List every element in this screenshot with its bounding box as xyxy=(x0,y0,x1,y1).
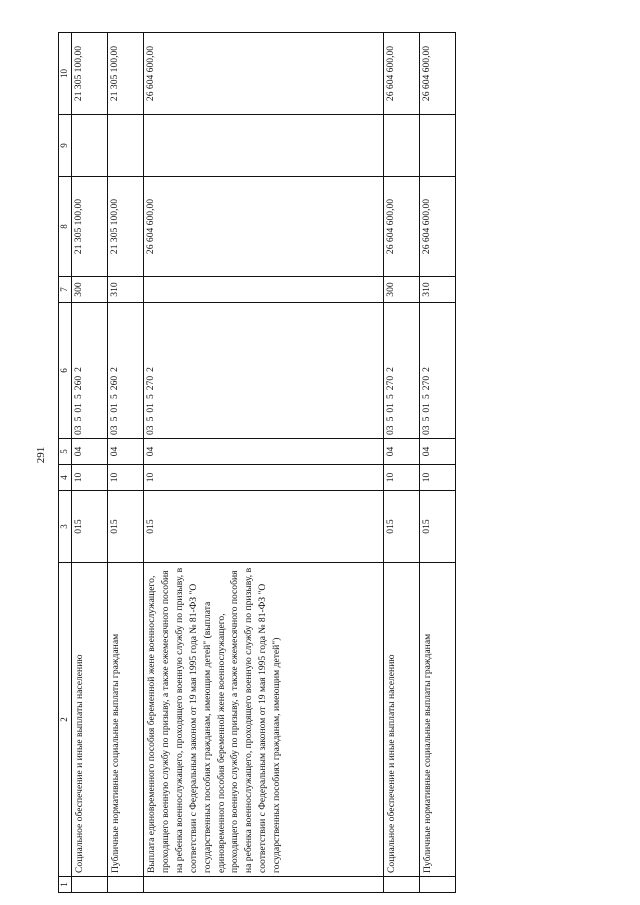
row-description: Социальное обеспечение и иные выплаты населению xyxy=(72,563,108,877)
col-header-9: 9 xyxy=(59,115,72,177)
cell-expense-type: 300 xyxy=(384,277,420,303)
cell-amount-col9 xyxy=(384,115,420,177)
cell-section: 10 xyxy=(384,465,420,491)
code-part: 03 xyxy=(145,425,156,435)
col-header-4: 4 xyxy=(59,465,72,491)
cell-amount-col8: 21 305 100,00 xyxy=(72,177,108,277)
code-part: 5 xyxy=(421,416,432,422)
code-part: 5 xyxy=(73,394,84,400)
code-part: 5 xyxy=(109,416,120,422)
col-header-6: 6 xyxy=(59,303,72,439)
cell-empty xyxy=(108,877,144,893)
cell-amount-col9 xyxy=(144,115,384,177)
cell-empty xyxy=(144,877,384,893)
col-header-1: 1 xyxy=(59,877,72,893)
code-part: 01 xyxy=(145,403,156,413)
col-header-7: 7 xyxy=(59,277,72,303)
cell-amount-col8: 26 604 600,00 xyxy=(420,177,456,277)
cell-amount-col10: 26 604 600,00 xyxy=(144,33,384,115)
code-part: 2 xyxy=(145,367,156,372)
row-description: Социальное обеспечение и иные выплаты населению xyxy=(384,563,420,877)
code-part: 270 xyxy=(145,375,156,391)
code-part: 2 xyxy=(109,367,120,372)
col-header-8: 8 xyxy=(59,177,72,277)
cell-section: 10 xyxy=(72,465,108,491)
code-part: 03 xyxy=(385,425,396,435)
cell-subsection: 04 xyxy=(384,439,420,465)
cell-subsection: 04 xyxy=(108,439,144,465)
table-rotation-frame xyxy=(58,33,460,893)
cell-amount-col9 xyxy=(420,115,456,177)
cell-empty xyxy=(384,877,420,893)
code-part: 03 xyxy=(109,425,120,435)
cell-section: 10 xyxy=(108,465,144,491)
code-part: 5 xyxy=(145,394,156,400)
cell-subsection: 04 xyxy=(72,439,108,465)
cell-empty xyxy=(72,877,108,893)
cell-expense-type: 300 xyxy=(72,277,108,303)
cell-amount-col8: 26 604 600,00 xyxy=(144,177,384,277)
code-part: 01 xyxy=(385,403,396,413)
cell-ministry-code: 015 xyxy=(108,491,144,563)
cell-target-article xyxy=(108,303,144,439)
cell-expense-type: 310 xyxy=(108,277,144,303)
cell-ministry-code: 015 xyxy=(144,491,384,563)
cell-subsection: 04 xyxy=(144,439,384,465)
cell-ministry-code: 015 xyxy=(420,491,456,563)
cell-target-article xyxy=(420,303,456,439)
header-row xyxy=(59,33,72,893)
cell-section: 10 xyxy=(420,465,456,491)
table-row xyxy=(72,33,108,893)
table-row xyxy=(384,33,420,893)
cell-empty xyxy=(420,877,456,893)
code-part: 03 xyxy=(421,425,432,435)
cell-target-article xyxy=(144,303,384,439)
cell-amount-col10: 26 604 600,00 xyxy=(420,33,456,115)
cell-subsection: 04 xyxy=(420,439,456,465)
code-part: 5 xyxy=(109,394,120,400)
code-part: 01 xyxy=(421,403,432,413)
code-part: 01 xyxy=(73,403,84,413)
cell-section: 10 xyxy=(144,465,384,491)
col-header-10: 10 xyxy=(59,33,72,115)
cell-target-article xyxy=(384,303,420,439)
cell-amount-col10: 21 305 100,00 xyxy=(72,33,108,115)
cell-target-article xyxy=(72,303,108,439)
cell-amount-col9 xyxy=(108,115,144,177)
page-number: 291 xyxy=(35,446,47,464)
row-description: Публичные нормативные социальные выплаты гражданам xyxy=(108,563,144,877)
cell-amount-col8: 21 305 100,00 xyxy=(108,177,144,277)
code-part: 260 xyxy=(109,375,120,391)
cell-ministry-code: 015 xyxy=(72,491,108,563)
table-row xyxy=(108,33,144,893)
table-row xyxy=(144,33,384,893)
code-part: 260 xyxy=(73,375,84,391)
code-part: 270 xyxy=(421,375,432,391)
row-description: Выплата единовременного пособия беременной жене военнослужащего, проходящего военную службу по призыву, а также ежемесячного пособия на ребенка военнослужащего, проходящего военную службу по призыву, в соответствии с Федеральным законом от 19 мая 1995 года № 81-ФЗ "О государственных пособиях гражданам, имеющим детей" (выплата единовременного пособия беременной жене военнослужащего, проходящего военную службу по призыву, а также ежемесячного пособия на ребенка военнослужащего, проходящего военную службу по призыву, в соответствии с Федеральным законом от 19 мая 1995 года № 81-ФЗ "О государственных пособиях гражданам, имеющим детей") xyxy=(144,563,384,877)
cell-amount-col8: 26 604 600,00 xyxy=(384,177,420,277)
code-part: 5 xyxy=(385,416,396,422)
code-part: 5 xyxy=(421,394,432,400)
code-part: 03 xyxy=(73,425,84,435)
code-part: 2 xyxy=(73,367,84,372)
cell-expense-type xyxy=(144,277,384,303)
table-row xyxy=(420,33,456,893)
code-part: 01 xyxy=(109,403,120,413)
code-part: 5 xyxy=(73,416,84,422)
cell-ministry-code: 015 xyxy=(384,491,420,563)
cell-amount-col10: 21 305 100,00 xyxy=(108,33,144,115)
cell-expense-type: 310 xyxy=(420,277,456,303)
code-part: 270 xyxy=(385,375,396,391)
cell-amount-col10: 26 604 600,00 xyxy=(384,33,420,115)
row-description: Публичные нормативные социальные выплаты гражданам xyxy=(420,563,456,877)
code-part: 5 xyxy=(385,394,396,400)
col-header-5: 5 xyxy=(59,439,72,465)
code-part: 2 xyxy=(385,367,396,372)
code-part: 5 xyxy=(145,416,156,422)
col-header-3: 3 xyxy=(59,491,72,563)
cell-amount-col9 xyxy=(72,115,108,177)
col-header-2: 2 xyxy=(59,563,72,877)
code-part: 2 xyxy=(421,367,432,372)
budget-table xyxy=(58,32,456,893)
table-rotated-content xyxy=(58,33,460,893)
